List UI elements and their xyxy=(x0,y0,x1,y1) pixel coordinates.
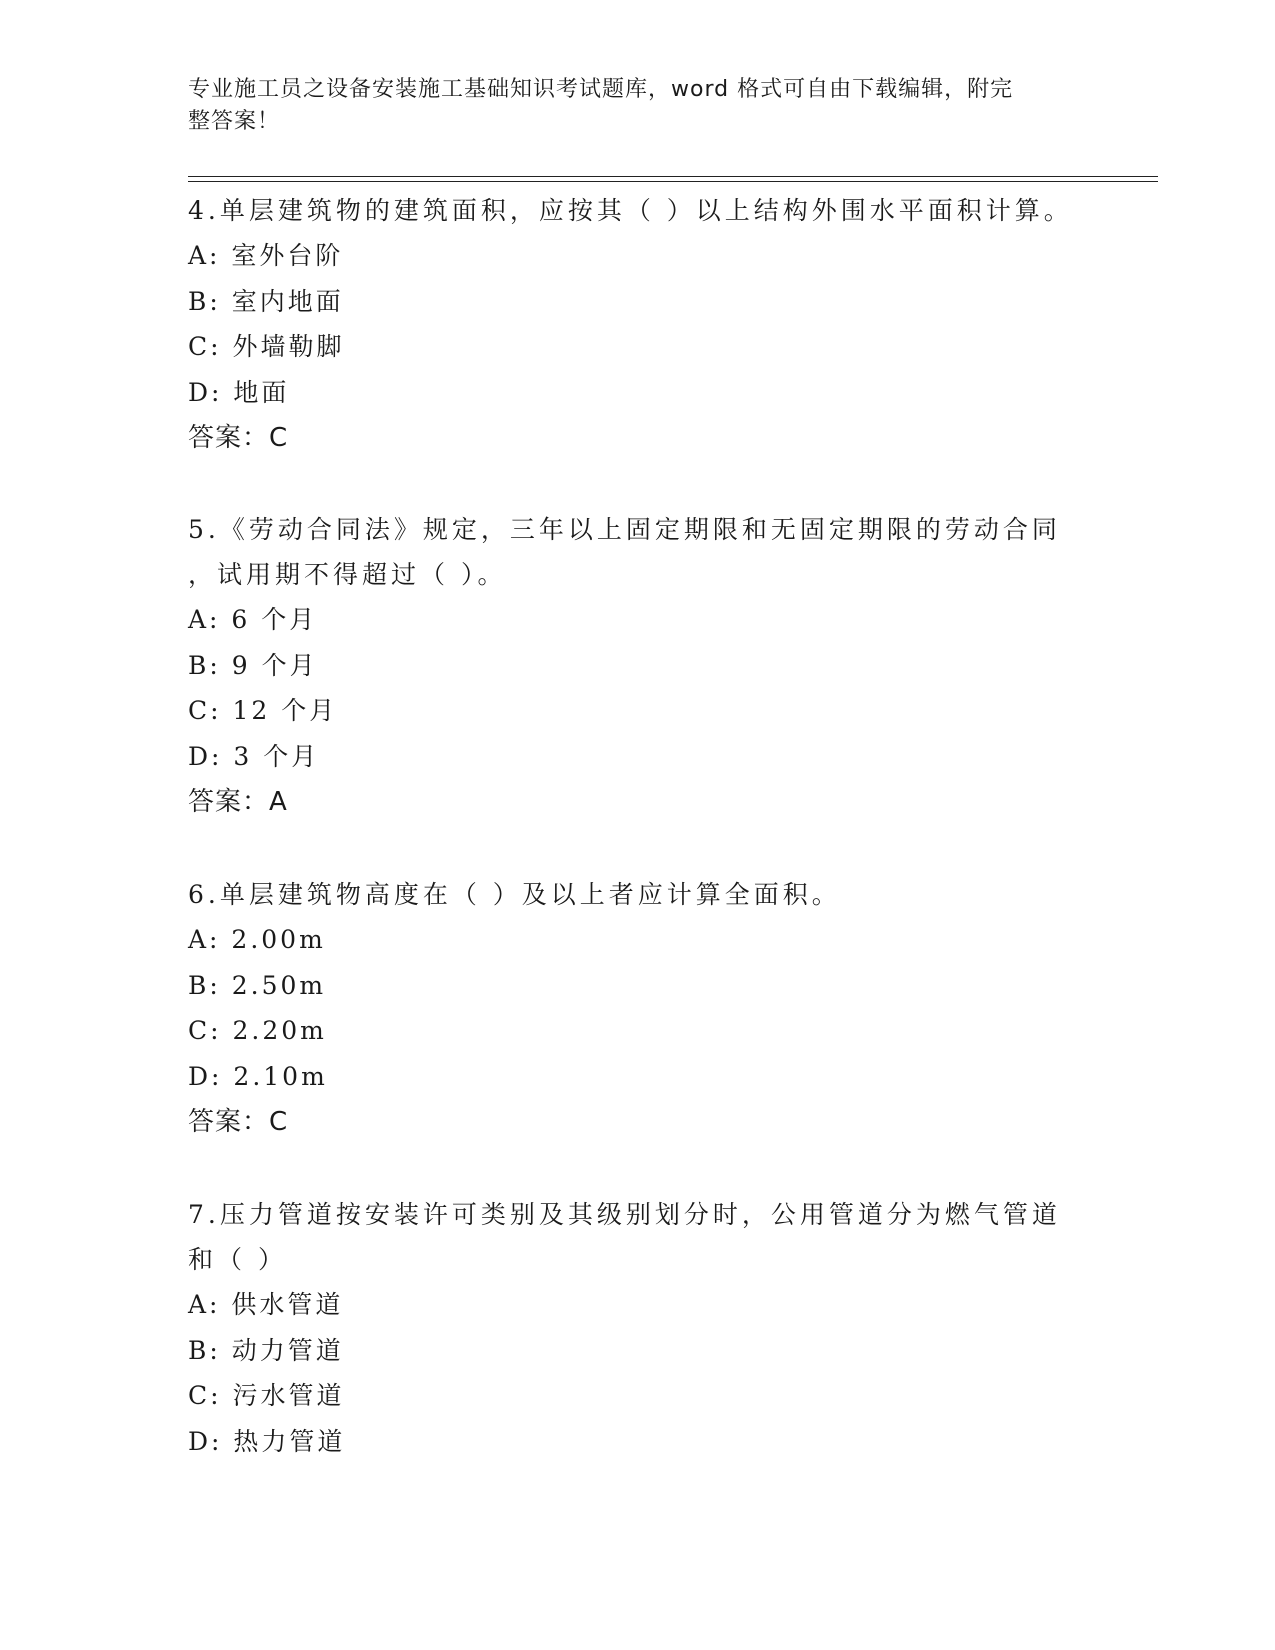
option-c: C: 2.20m xyxy=(188,1016,327,1045)
header-title-line-1: 专业施工员之设备安装施工基础知识考试题库，word 格式可自由下载编辑，附完 xyxy=(188,77,1014,102)
question-text: 5.《劳动合同法》规定，三年以上固定期限和无固定期限的劳动合同 xyxy=(188,515,1061,544)
option-d: D: 地面 xyxy=(188,377,290,407)
option-b: B: 室内地面 xyxy=(188,286,344,316)
question-text-continued: ，试用期不得超过（ ）。 xyxy=(188,560,507,589)
question-5 xyxy=(188,507,1088,825)
option-c: C: 外墙勒脚 xyxy=(188,332,345,361)
header-divider-top xyxy=(188,176,1158,177)
answer: 答案：C xyxy=(188,423,289,453)
option-a: A: 室外台阶 xyxy=(188,241,344,270)
question-text: 6.单层建筑物高度在（ ）及以上者应计算全面积。 xyxy=(188,880,841,909)
option-d: D: 热力管道 xyxy=(188,1426,346,1456)
answer: 答案：C xyxy=(188,1107,289,1137)
question-6 xyxy=(188,872,1088,1145)
question-7 xyxy=(188,1192,1088,1464)
option-a: A: 2.00m xyxy=(188,925,326,954)
question-4 xyxy=(188,188,1088,461)
option-d: D: 2.10m xyxy=(188,1061,328,1091)
header-title-line-2: 整答案！ xyxy=(188,109,281,134)
option-a: A: 6 个月 xyxy=(188,605,318,634)
option-b: B: 2.50m xyxy=(188,970,327,1000)
question-text: 7.压力管道按安装许可类别及其级别划分时，公用管道分为燃气管道 xyxy=(188,1200,1061,1229)
question-text: 4.单层建筑物的建筑面积，应按其（ ）以上结构外围水平面积计算。 xyxy=(188,196,1073,225)
option-c: C: 污水管道 xyxy=(188,1381,345,1410)
option-b: B: 9 个月 xyxy=(188,650,318,680)
answer: 答案：A xyxy=(188,787,288,817)
option-d: D: 3 个月 xyxy=(188,741,320,771)
document-header xyxy=(188,74,1068,138)
question-text-continued: 和（ ） xyxy=(188,1245,287,1274)
option-c: C: 12 个月 xyxy=(188,696,338,725)
header-divider-bottom xyxy=(188,181,1158,182)
option-a: A: 供水管道 xyxy=(188,1290,344,1319)
option-b: B: 动力管道 xyxy=(188,1335,344,1365)
